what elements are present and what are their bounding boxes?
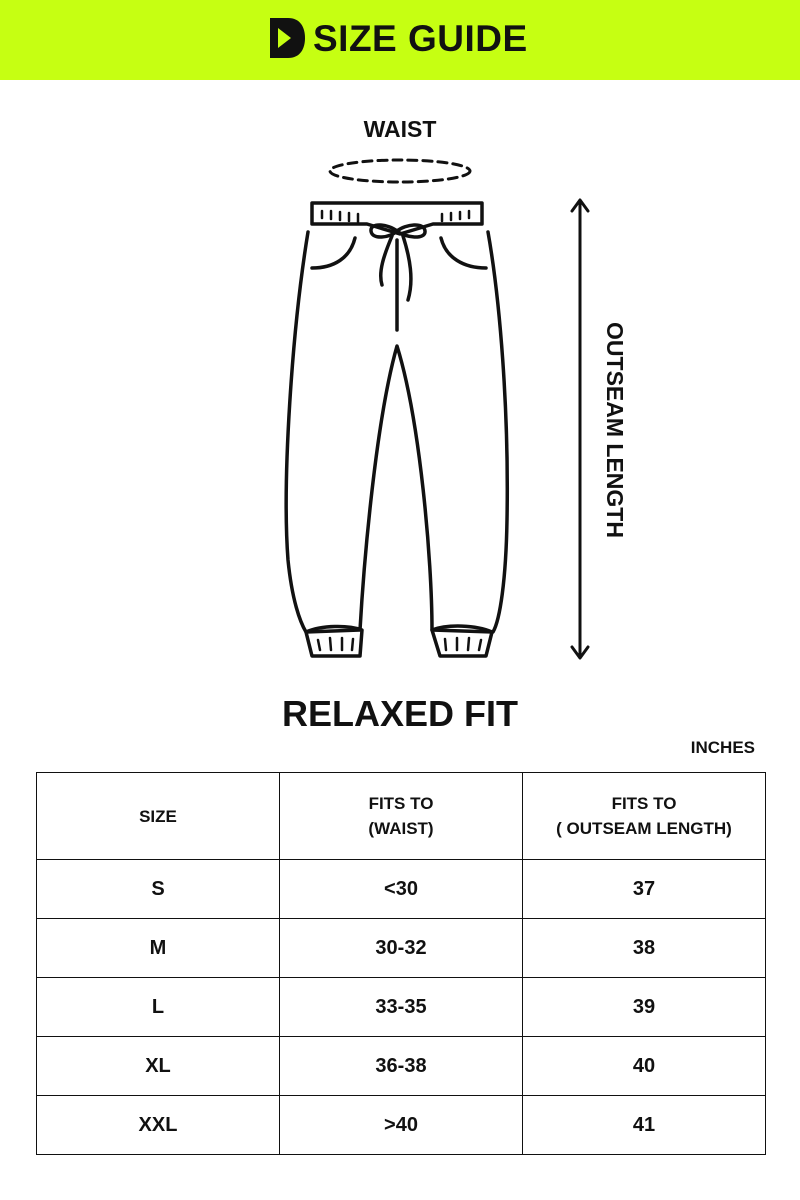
page-title: SIZE GUIDE [313,18,528,59]
outseam-arrow [572,200,588,658]
table-row [37,1037,766,1096]
right-pocket [441,238,486,268]
waist-cell: 30-32 [280,919,523,978]
outseam-length-label: OUTSEAM LENGTH [602,322,628,538]
table-row [37,919,766,978]
size-cell: L [37,978,280,1037]
outseam-cell: 38 [523,919,766,978]
header-waist: FITS TO (WAIST) [280,773,523,860]
outseam-cell: 41 [523,1096,766,1155]
waist-cell: >40 [280,1096,523,1155]
left-pocket [312,238,355,268]
size-cell: XXL [37,1096,280,1155]
table-row [37,978,766,1037]
outseam-cell: 37 [523,860,766,919]
waist-label: WAIST [363,116,437,142]
outseam-cell: 40 [523,1037,766,1096]
fit-title: RELAXED FIT [281,693,518,734]
units-label: INCHES [690,738,755,757]
size-cell: S [37,860,280,919]
outseam-cell: 39 [523,978,766,1037]
waist-measure-ellipse [330,160,470,182]
waist-cell: <30 [280,860,523,919]
table-row [37,1096,766,1155]
waist-cell: 33-35 [280,978,523,1037]
header-outseam: FITS TO ( OUTSEAM LENGTH) [523,773,766,860]
size-cell: M [37,919,280,978]
size-table [36,772,766,1155]
waist-cell: 36-38 [280,1037,523,1096]
size-cell: XL [37,1037,280,1096]
table-header-row [37,773,766,860]
header-size: SIZE [37,773,280,860]
table-row [37,860,766,919]
